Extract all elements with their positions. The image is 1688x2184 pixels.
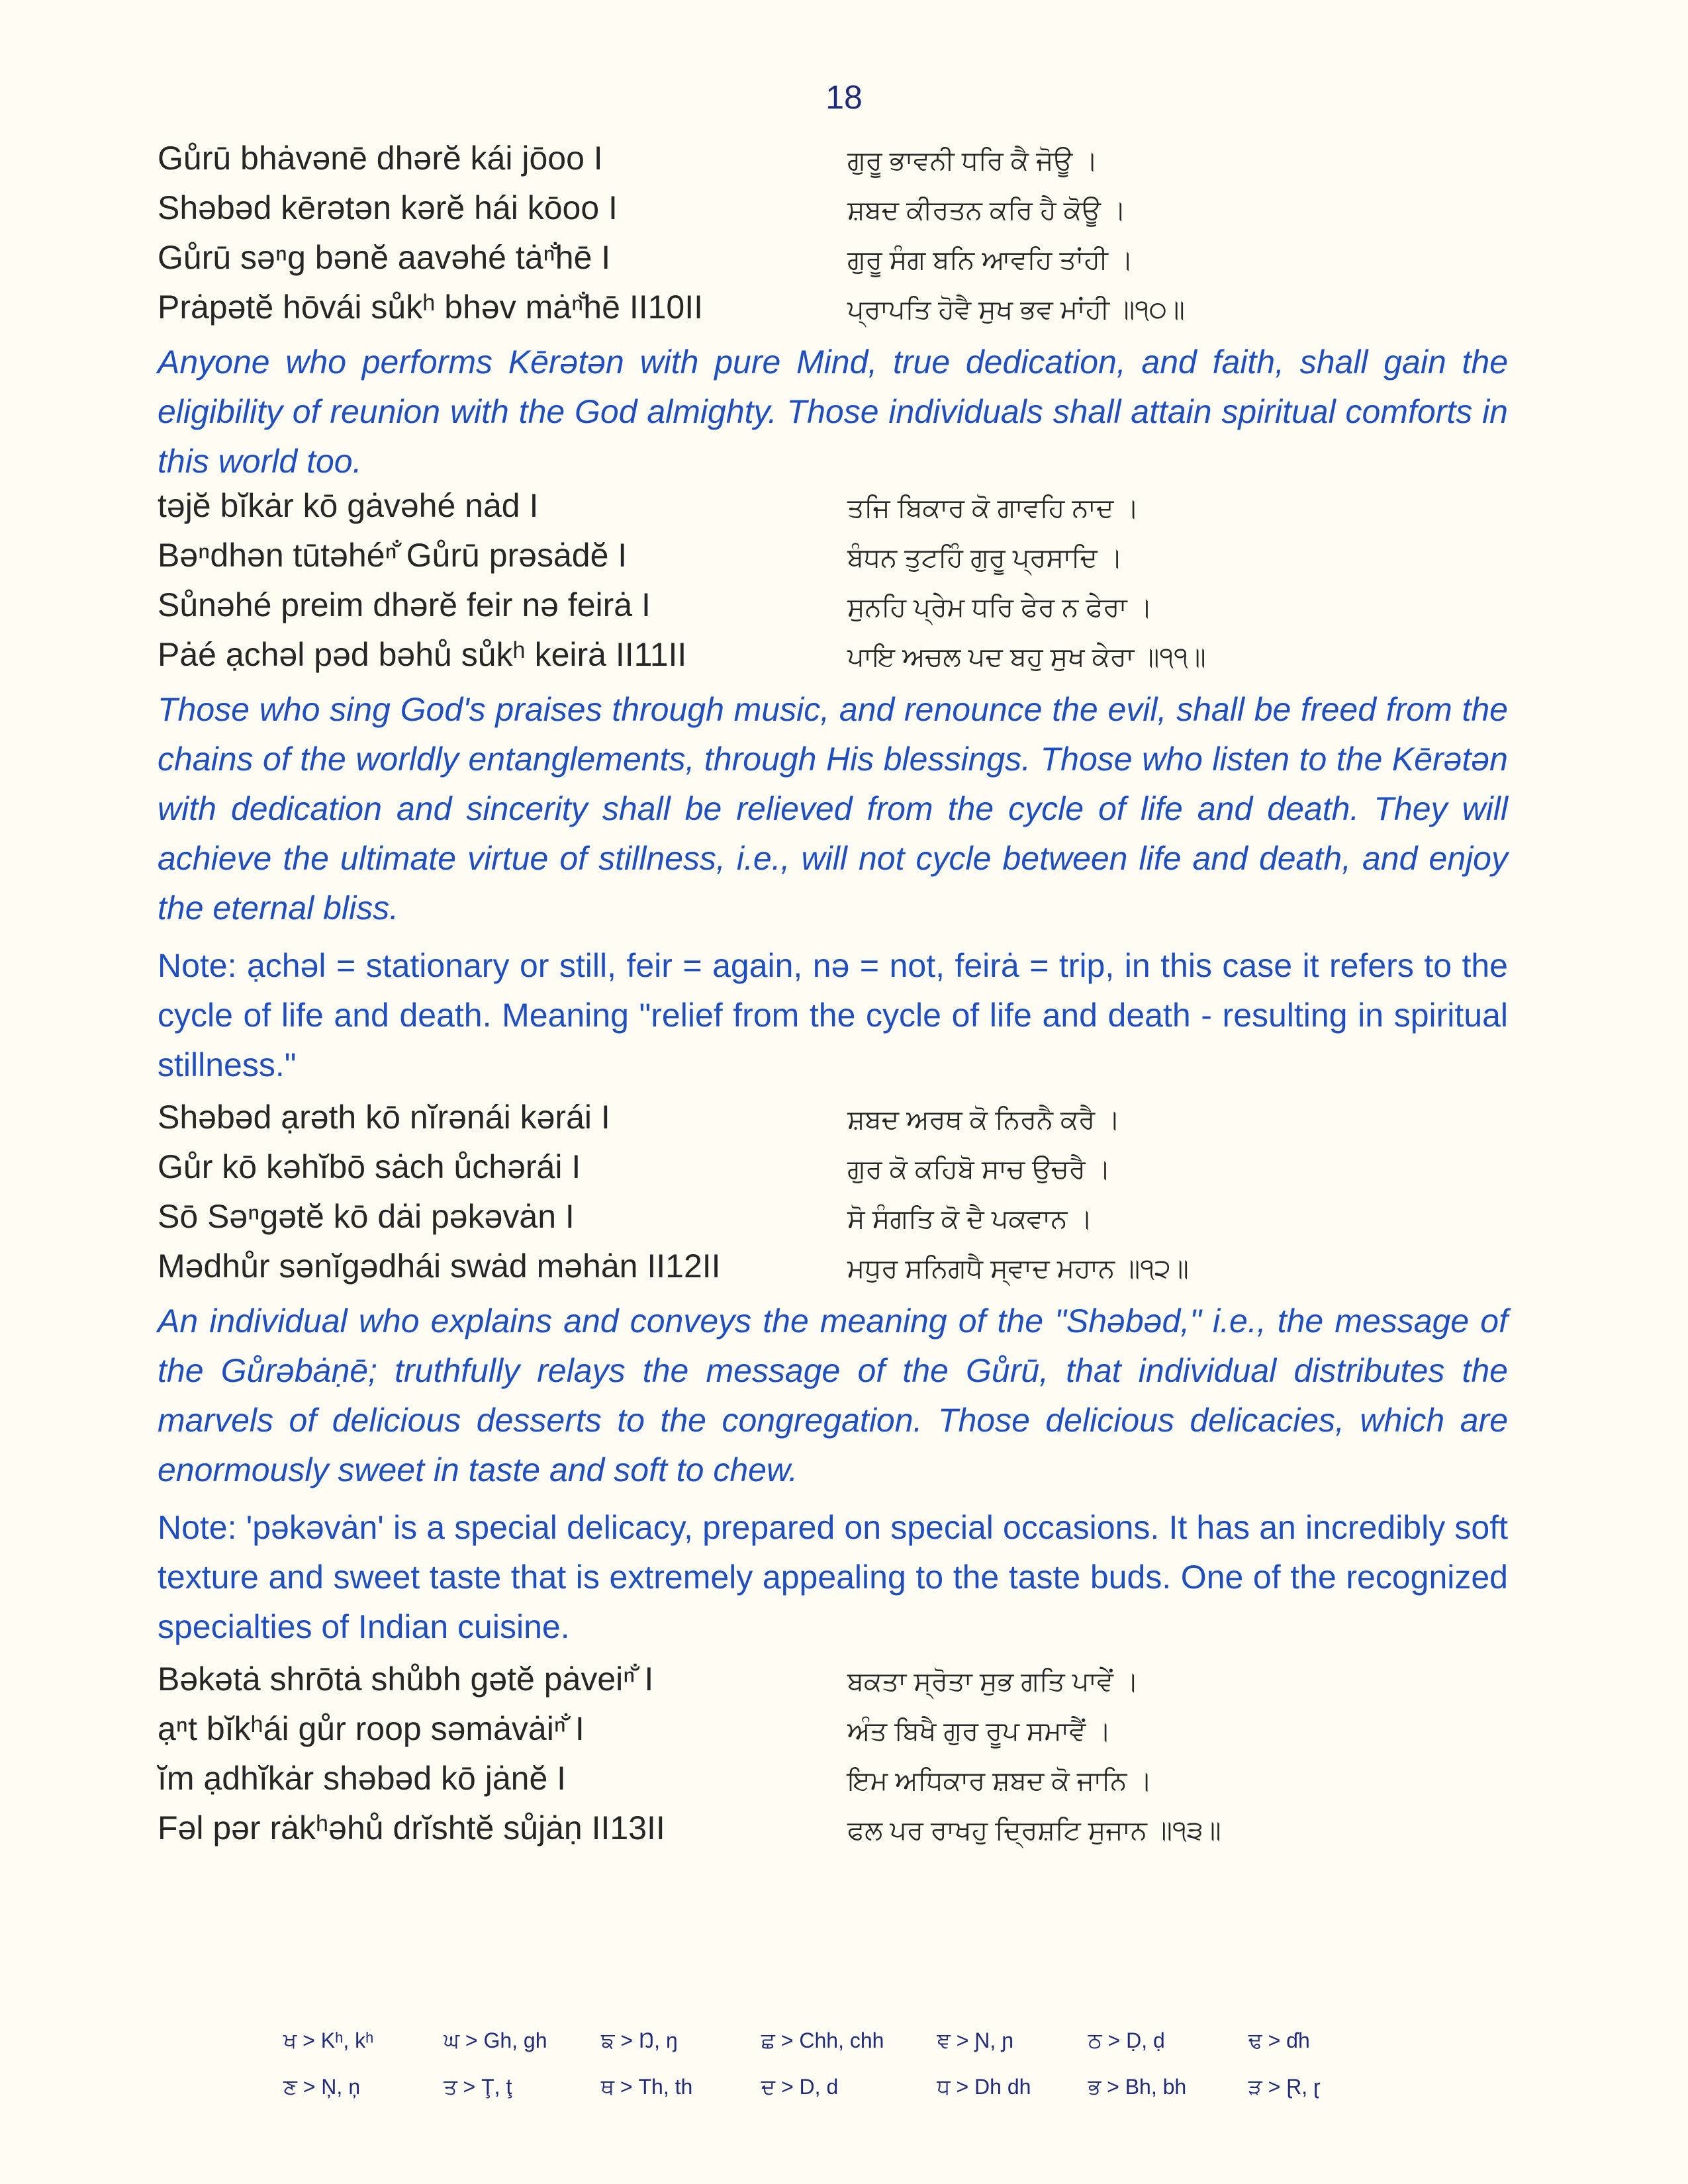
verse-line	[158, 1660, 1508, 1709]
verse-line	[158, 238, 1508, 288]
gurmukhi-text: ਗੁਰ ਕੋ ਕਹਿਬੋ ਸਾਚ ਉਚਰੈ ।	[847, 1155, 1111, 1184]
verse-line	[158, 189, 1508, 238]
verse-line	[158, 139, 1508, 189]
transliteration-text: Pȧé ạchəl pəd bəhů sůkʰ keirȧ II11II	[158, 636, 687, 673]
transliteration-text: Shəbəd ạrəth kō nĭrənái kərái I	[158, 1099, 610, 1136]
meaning-paragraph: Those who sing God's praises through music, and renounce the evil, shall be freed from the chains of the worldly entanglements, through His blessings. Those who listen to the Kērətən with dedication and sincerity shall be relieved from the cycle of life and death. They will achieve the ultimate virtue of stillness, i.e., will not cycle between life and death, and enjoy the eternal bliss.	[158, 691, 1508, 927]
note-paragraph: Note: ạchəl = stationary or still, feir = again, nə = not, feirȧ = trip, in this case it refers to the cycle of life and death. Meaning "relief from the cycle of life and death - resulting in spiritual stillness."	[158, 947, 1508, 1083]
transliteration-text: Gůr kō kəhĭbō sȧch ůchərái I	[158, 1148, 581, 1185]
meaning-paragraph: Anyone who performs Kērətən with pure Mind, true dedication, and faith, shall gain the eligibility of reunion with the God almighty. Those individuals shall attain spiritual comforts in this world too.	[158, 343, 1508, 480]
gurmukhi-text: ਸ਼ਬਦ ਅਰਥ ਕੋ ਨਿਰਨੈ ਕਰੈ ।	[847, 1105, 1121, 1134]
gurmukhi-text: ਬਕਤਾ ਸ੍ਰੋਤਾ ਸੁਭ ਗਤਿ ਪਾਵੇਂ ।	[847, 1667, 1139, 1696]
legend-row	[283, 2028, 1409, 2075]
verse-line	[158, 1709, 1508, 1759]
gurmukhi-text: ਪਾਇ ਅਚਲ ਪਦ ਬਹੁ ਸੁਖ ਕੇਰਾ ॥੧੧॥	[847, 643, 1206, 672]
gurmukhi-text: ਫਲ ਪਰ ਰਾਖਹੁ ਦ੍ਰਿਸ਼ਟਿ ਸੁਜਾਨ ॥੧੩॥	[847, 1816, 1221, 1845]
gurmukhi-text: ਪ੍ਰਾਪਤਿ ਹੋਵੈ ਸੁਖ ਭਵ ਮਾਂਹੀ ॥੧੦॥	[847, 295, 1185, 324]
legend-item: ਠ > Ḍ, ḍ	[1088, 2028, 1165, 2052]
legend-item: ੜ > Ɽ, ɽ	[1248, 2075, 1321, 2099]
legend-item: ਭ > Bh, bh	[1088, 2075, 1187, 2099]
verse-line	[158, 1809, 1508, 1858]
transliteration-text: Bəⁿdhən tūtəhéⁿ̐ Gůrū prəsȧdĕ I	[158, 537, 628, 574]
gurmukhi-text: ਤਜਿ ਬਿਕਾਰ ਕੋ ਗਾਵਹਿ ਨਾਦ ।	[847, 494, 1139, 523]
verse-line	[158, 1247, 1508, 1297]
transliteration-text: Gůrū səⁿg bənĕ aavəhé tȧⁿ̐hē I	[158, 239, 611, 276]
transliteration-text: Mədhůr sənĭgədhái swȧd məhȧn II12II	[158, 1248, 721, 1285]
gurmukhi-text: ਸ਼ਬਦ ਕੀਰਤਨ ਕਰਿ ਹੈ ਕੋਊ ।	[847, 196, 1127, 225]
gurmukhi-text: ਇਮ ਅਧਿਕਾਰ ਸ਼ਬਦ ਕੋ ਜਾਨਿ ।	[847, 1766, 1152, 1796]
transliteration-text: Gůrū bhȧvənē dhərĕ kái jōoo I	[158, 140, 603, 177]
gurmukhi-text: ਸੋ ਸੰਗਤਿ ਕੋ ਦੈ ਪਕਵਾਨ ।	[847, 1205, 1093, 1234]
verse-stanza-11	[158, 486, 1508, 685]
verse-line	[158, 536, 1508, 586]
gurmukhi-text: ਸੁਨਹਿ ਪ੍ਰੇਮ ਧਰਿ ਫੇਰ ਨ ਫੇਰਾ ।	[847, 593, 1152, 622]
verse-line	[158, 1098, 1508, 1148]
legend-row	[283, 2075, 1409, 2121]
verse-stanza-13	[158, 1660, 1508, 1858]
legend-item: ਤ > Ţ, ţ	[444, 2075, 512, 2099]
verse-line	[158, 1197, 1508, 1247]
gurmukhi-text: ਅੰਤ ਬਿਖੈ ਗੁਰ ਰੂਪ ਸਮਾਵੈਂ ।	[847, 1717, 1111, 1746]
verse-line	[158, 288, 1508, 338]
gurmukhi-text: ਮਧੁਰ ਸਨਿਗਧੈ ਸ੍ਵਾਦ ਮਹਾਨ ॥੧੨॥	[847, 1254, 1189, 1283]
gurmukhi-text: ਗੁਰੂ ਭਾਵਨੀ ਧਰਿ ਕੈ ਜੋਊ ।	[847, 146, 1098, 175]
legend-item: ਘ > Gh, gh	[444, 2028, 547, 2052]
transliteration-text: Sůnəhé preim dhərĕ feir nə feirȧ I	[158, 586, 651, 623]
transliteration-text: Prȧpətĕ hōvái sůkʰ bhəv mȧⁿ̐hē II10II	[158, 289, 703, 326]
legend-item: ਣ > Ņ, ņ	[283, 2075, 360, 2099]
verse-line	[158, 1148, 1508, 1197]
verse-stanza-12	[158, 1098, 1508, 1297]
legend-item: ਖ > Kʰ, kʰ	[283, 2028, 374, 2052]
gurmukhi-text: ਬੰਧਨ ਤੁਟਹਿੰ ਗੁਰੂ ਪ੍ਰਸਾਦਿ ।	[847, 543, 1123, 572]
verse-line	[158, 486, 1508, 536]
legend-item: ਢ > ɗh	[1248, 2028, 1310, 2052]
page-number: 18	[825, 79, 863, 116]
legend-item: ਞ > Ɲ, ɲ	[937, 2028, 1013, 2052]
meaning-paragraph: An individual who explains and conveys the meaning of the "Shəbəd," i.e., the message of the Gůrəbȧṇē; truthfully relays the message of the Gůrū, that individual distributes the marvels of delicious desserts to the congregation. Those delicious delicacies, which are enormously sweet in taste and soft to chew.	[158, 1302, 1508, 1488]
transliteration-text: Fəl pər rȧkʰəhů drĭshtĕ sůjȧṇ II13II	[158, 1809, 665, 1846]
transliteration-text: ĭm ạdhĭkȧr shəbəd kō jȧnĕ I	[158, 1760, 567, 1797]
legend-item: ਦ > D, d	[761, 2075, 839, 2099]
verse-line	[158, 586, 1508, 635]
legend-item: ਧ > Dh dh	[937, 2075, 1031, 2099]
legend-item: ਛ > Chh, chh	[761, 2028, 884, 2052]
page-content	[158, 139, 1508, 1858]
transliteration-text: ạⁿt bĭkʰái gůr roop səmȧvȧiⁿ̐ I	[158, 1710, 585, 1747]
verse-line	[158, 1759, 1508, 1809]
transliteration-text: Sō Səⁿgətĕ kō dȧi pəkəvȧn I	[158, 1198, 575, 1235]
verse-stanza-10	[158, 139, 1508, 338]
note-paragraph: Note: 'pəkəvȧn' is a special delicacy, prepared on special occasions. It has an incredibly soft texture and sweet taste that is extremely appealing to the taste buds. One of the recognized specialties of Indian cuisine.	[158, 1509, 1508, 1645]
transliteration-legend	[283, 2028, 1409, 2121]
verse-line	[158, 635, 1508, 685]
legend-item: ਙ > Ŋ, ŋ	[600, 2028, 678, 2052]
transliteration-text: Shəbəd kērətən kərĕ hái kōoo I	[158, 189, 618, 226]
transliteration-text: təjĕ bĭkȧr kō gȧvəhé nȧd I	[158, 487, 539, 524]
legend-item: ਥ > Th, th	[600, 2075, 693, 2099]
transliteration-text: Bəkətȧ shrōtȧ shůbh gətĕ pȧveiⁿ̐ I	[158, 1661, 654, 1698]
gurmukhi-text: ਗੁਰੂ ਸੰਗ ਬਨਿ ਆਵਹਿ ਤਾਂਹੀ ।	[847, 246, 1134, 275]
